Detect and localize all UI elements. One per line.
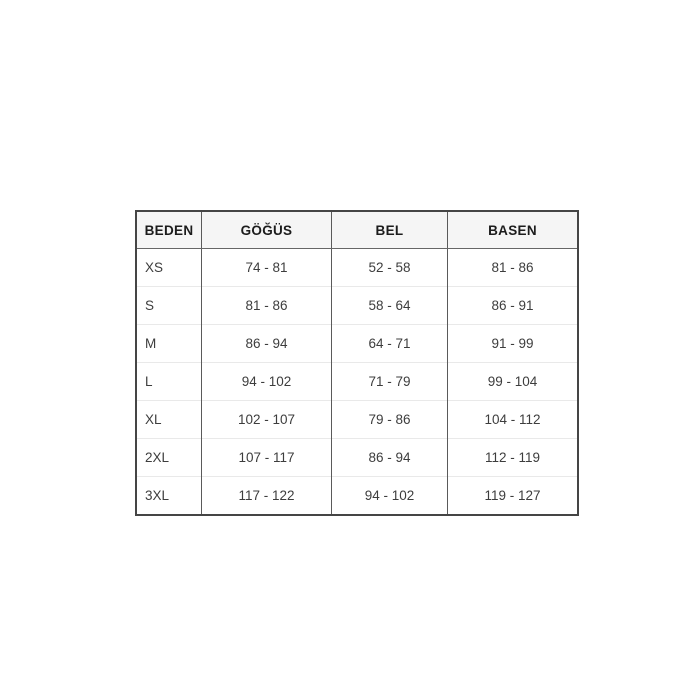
size-label-cell: L [136,363,202,401]
range-cell-bel: 52 - 58 [332,249,448,287]
range-cell-bel: 71 - 79 [332,363,448,401]
column-header-basen: BASEN [448,211,579,249]
size-label-cell: M [136,325,202,363]
range-cell-bel: 58 - 64 [332,287,448,325]
table-row-3xl [136,477,578,516]
table-row-s [136,287,578,325]
size-label-cell: XS [145,260,164,275]
column-header-gogus: GÖĞÜS [202,211,332,249]
size-label-cell: 2XL [136,439,202,477]
range-cell-basen: 86 - 91 [448,287,579,325]
range-cell-bel: 79 - 86 [332,401,448,439]
table-row-xs [136,249,578,287]
size-label-cell: 3XL [136,477,202,516]
column-header-bel: BEL [332,211,448,249]
table-row-2xl [136,439,578,477]
range-cell-basen: 81 - 86 [448,249,579,287]
range-cell-bel: 86 - 94 [332,439,448,477]
size-label-cell: S [136,287,202,325]
range-cell-gogus: 102 - 107 [202,401,332,439]
range-cell-gogus: 81 - 86 [202,287,332,325]
range-cell-gogus: 86 - 94 [202,325,332,363]
range-cell-bel: 94 - 102 [332,477,448,516]
size-chart-table [135,210,579,516]
range-cell-gogus: 74 - 81 [202,249,332,287]
range-cell-gogus: 94 - 102 [202,363,332,401]
table-row-xl [136,401,578,439]
range-cell-gogus: 117 - 122 [202,477,332,516]
range-cell-basen: 91 - 99 [448,325,579,363]
range-cell-basen: 99 - 104 [448,363,579,401]
range-cell-bel: 64 - 71 [332,325,448,363]
range-cell-basen: 104 - 112 [448,401,579,439]
range-cell-gogus: 107 - 117 [202,439,332,477]
range-cell-basen: 112 - 119 [448,439,579,477]
header-row [136,211,578,249]
size-label-cell: XL [136,401,202,439]
size-chart-body [136,249,578,516]
column-header-beden: BEDEN [136,211,202,249]
range-cell-basen: 119 - 127 [448,477,579,516]
table-row-m [136,325,578,363]
table-row-l [136,363,578,401]
size-chart-header [136,211,578,249]
